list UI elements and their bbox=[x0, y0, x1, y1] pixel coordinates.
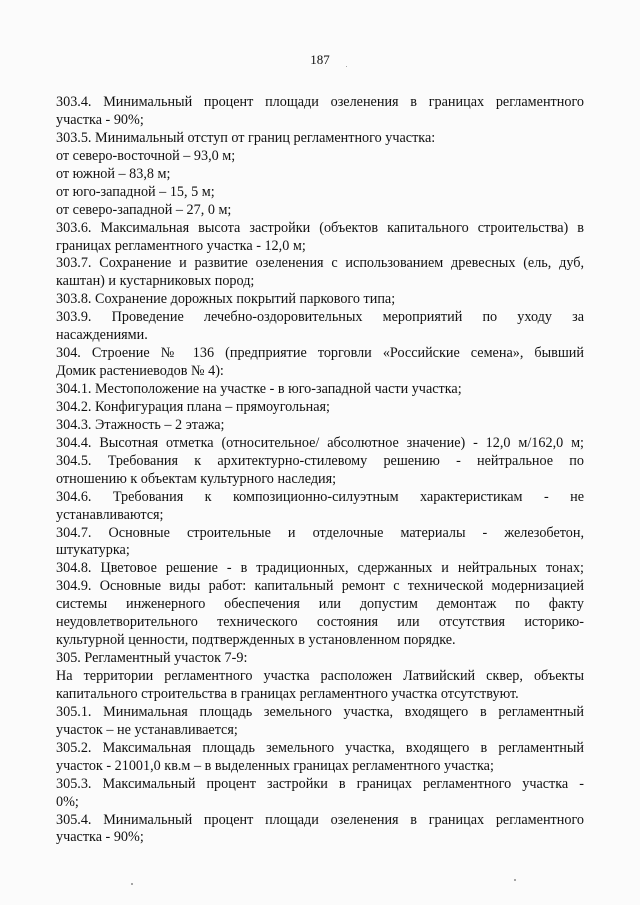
text-line: капитального строительства в границах регламентного участка отсутствуют. bbox=[56, 685, 519, 702]
text-line: от южной – 83,8 м; bbox=[56, 165, 171, 182]
text-line: 303.5. Минимальный отступ от границ регламентного участка: bbox=[56, 129, 436, 146]
text-line: 305.2. Максимальная площадь земельного участка, входящего в регламентный bbox=[56, 739, 584, 756]
text-line: Домик растениеводов № 4): bbox=[56, 363, 224, 380]
text-line: 304.3. Этажность – 2 этажа; bbox=[56, 416, 225, 433]
text-line: отношению к объектам культурного наследия; bbox=[56, 470, 337, 487]
text-line: 304.8. Цветовое решение - в традиционных, сдержанных и нейтральных тонах; bbox=[56, 560, 584, 577]
page-number: 187 bbox=[310, 52, 330, 67]
text-line: 304.1. Местоположение на участке - в юго-западной части участка; bbox=[56, 381, 462, 397]
text-line: от северо-восточной – 93,0 м; bbox=[56, 147, 236, 164]
scan-speck bbox=[514, 879, 516, 881]
scan-speck bbox=[131, 883, 133, 885]
text-line: 304.6. Требования к композиционно-силуэтным характеристикам - не bbox=[56, 488, 584, 505]
text-line: 303.8. Сохранение дорожных покрытий паркового типа; bbox=[56, 291, 396, 308]
text-line: 304.9. Основные виды работ: капитальный ремонт с технической модернизацией bbox=[56, 578, 584, 595]
text-line: границах регламентного участка - 12,0 м; bbox=[56, 237, 306, 254]
text-line: устанавливаются; bbox=[56, 506, 164, 523]
text-line: 304.4. Высотная отметка (относительное/ абсолютное значение) - 12,0 м/162,0 м; bbox=[56, 434, 584, 451]
text-line: 305.4. Минимальный процент площади озеленения в границах регламентного bbox=[56, 811, 584, 828]
text-line: насаждениями. bbox=[56, 327, 148, 344]
text-line: штукатурка; bbox=[56, 542, 130, 559]
text-line: системы инженерного обеспечения или допустим демонтаж по факту bbox=[56, 596, 584, 613]
text-line: участок – не устанавливается; bbox=[56, 721, 238, 738]
text-line: 305. Регламентный участок 7-9: bbox=[56, 650, 248, 667]
text-line: от юго-западной – 15, 5 м; bbox=[56, 183, 215, 200]
text-line: неудовлетворительного технического состояния или отсутствия историко- bbox=[56, 614, 584, 631]
text-line: 304.7. Основные строительные и отделочные материалы - железобетон, bbox=[56, 524, 584, 541]
text-line: 303.6. Максимальная высота застройки (объектов капитального строительства) в bbox=[56, 219, 584, 236]
document-body bbox=[56, 94, 584, 847]
text-line: культурной ценности, подтвержденных в установленном порядке. bbox=[56, 632, 456, 649]
text-line: 305.1. Минимальная площадь земельного участка, входящего в регламентный bbox=[56, 703, 584, 720]
text-line: 305.3. Максимальный процент застройки в границах регламентного участка - bbox=[56, 775, 584, 792]
text-line: 304.2. Конфигурация плана – прямоугольная; bbox=[56, 398, 330, 415]
text-line: участка - 90%; bbox=[56, 111, 144, 128]
text-line: участка - 90%; bbox=[56, 829, 144, 846]
text-line: 303.4. Минимальный процент площади озеленения в границах регламентного bbox=[56, 94, 584, 110]
text-line: На территории регламентного участка расположен Латвийский сквер, объекты bbox=[56, 668, 584, 684]
text-line: 0%; bbox=[56, 793, 79, 810]
text-line: участок - 21001,0 кв.м – в выделенных границах регламентного участка; bbox=[56, 757, 494, 774]
text-line: 303.9. Проведение лечебно-оздоровительных мероприятий по уходу за bbox=[56, 309, 584, 326]
text-line: 304.5. Требования к архитектурно-стилевому решению - нейтральное по bbox=[56, 452, 584, 469]
scan-speck bbox=[346, 66, 347, 67]
text-line: 304. Строение № 136 (предприятие торговли «Российские семена», бывший bbox=[56, 345, 584, 362]
text-line: от северо-западной – 27, 0 м; bbox=[56, 201, 232, 218]
text-line: 303.7. Сохранение и развитие озеленения с использованием древесных (ель, дуб, bbox=[56, 255, 584, 272]
text-line: каштан) и кустарниковых пород; bbox=[56, 273, 255, 290]
